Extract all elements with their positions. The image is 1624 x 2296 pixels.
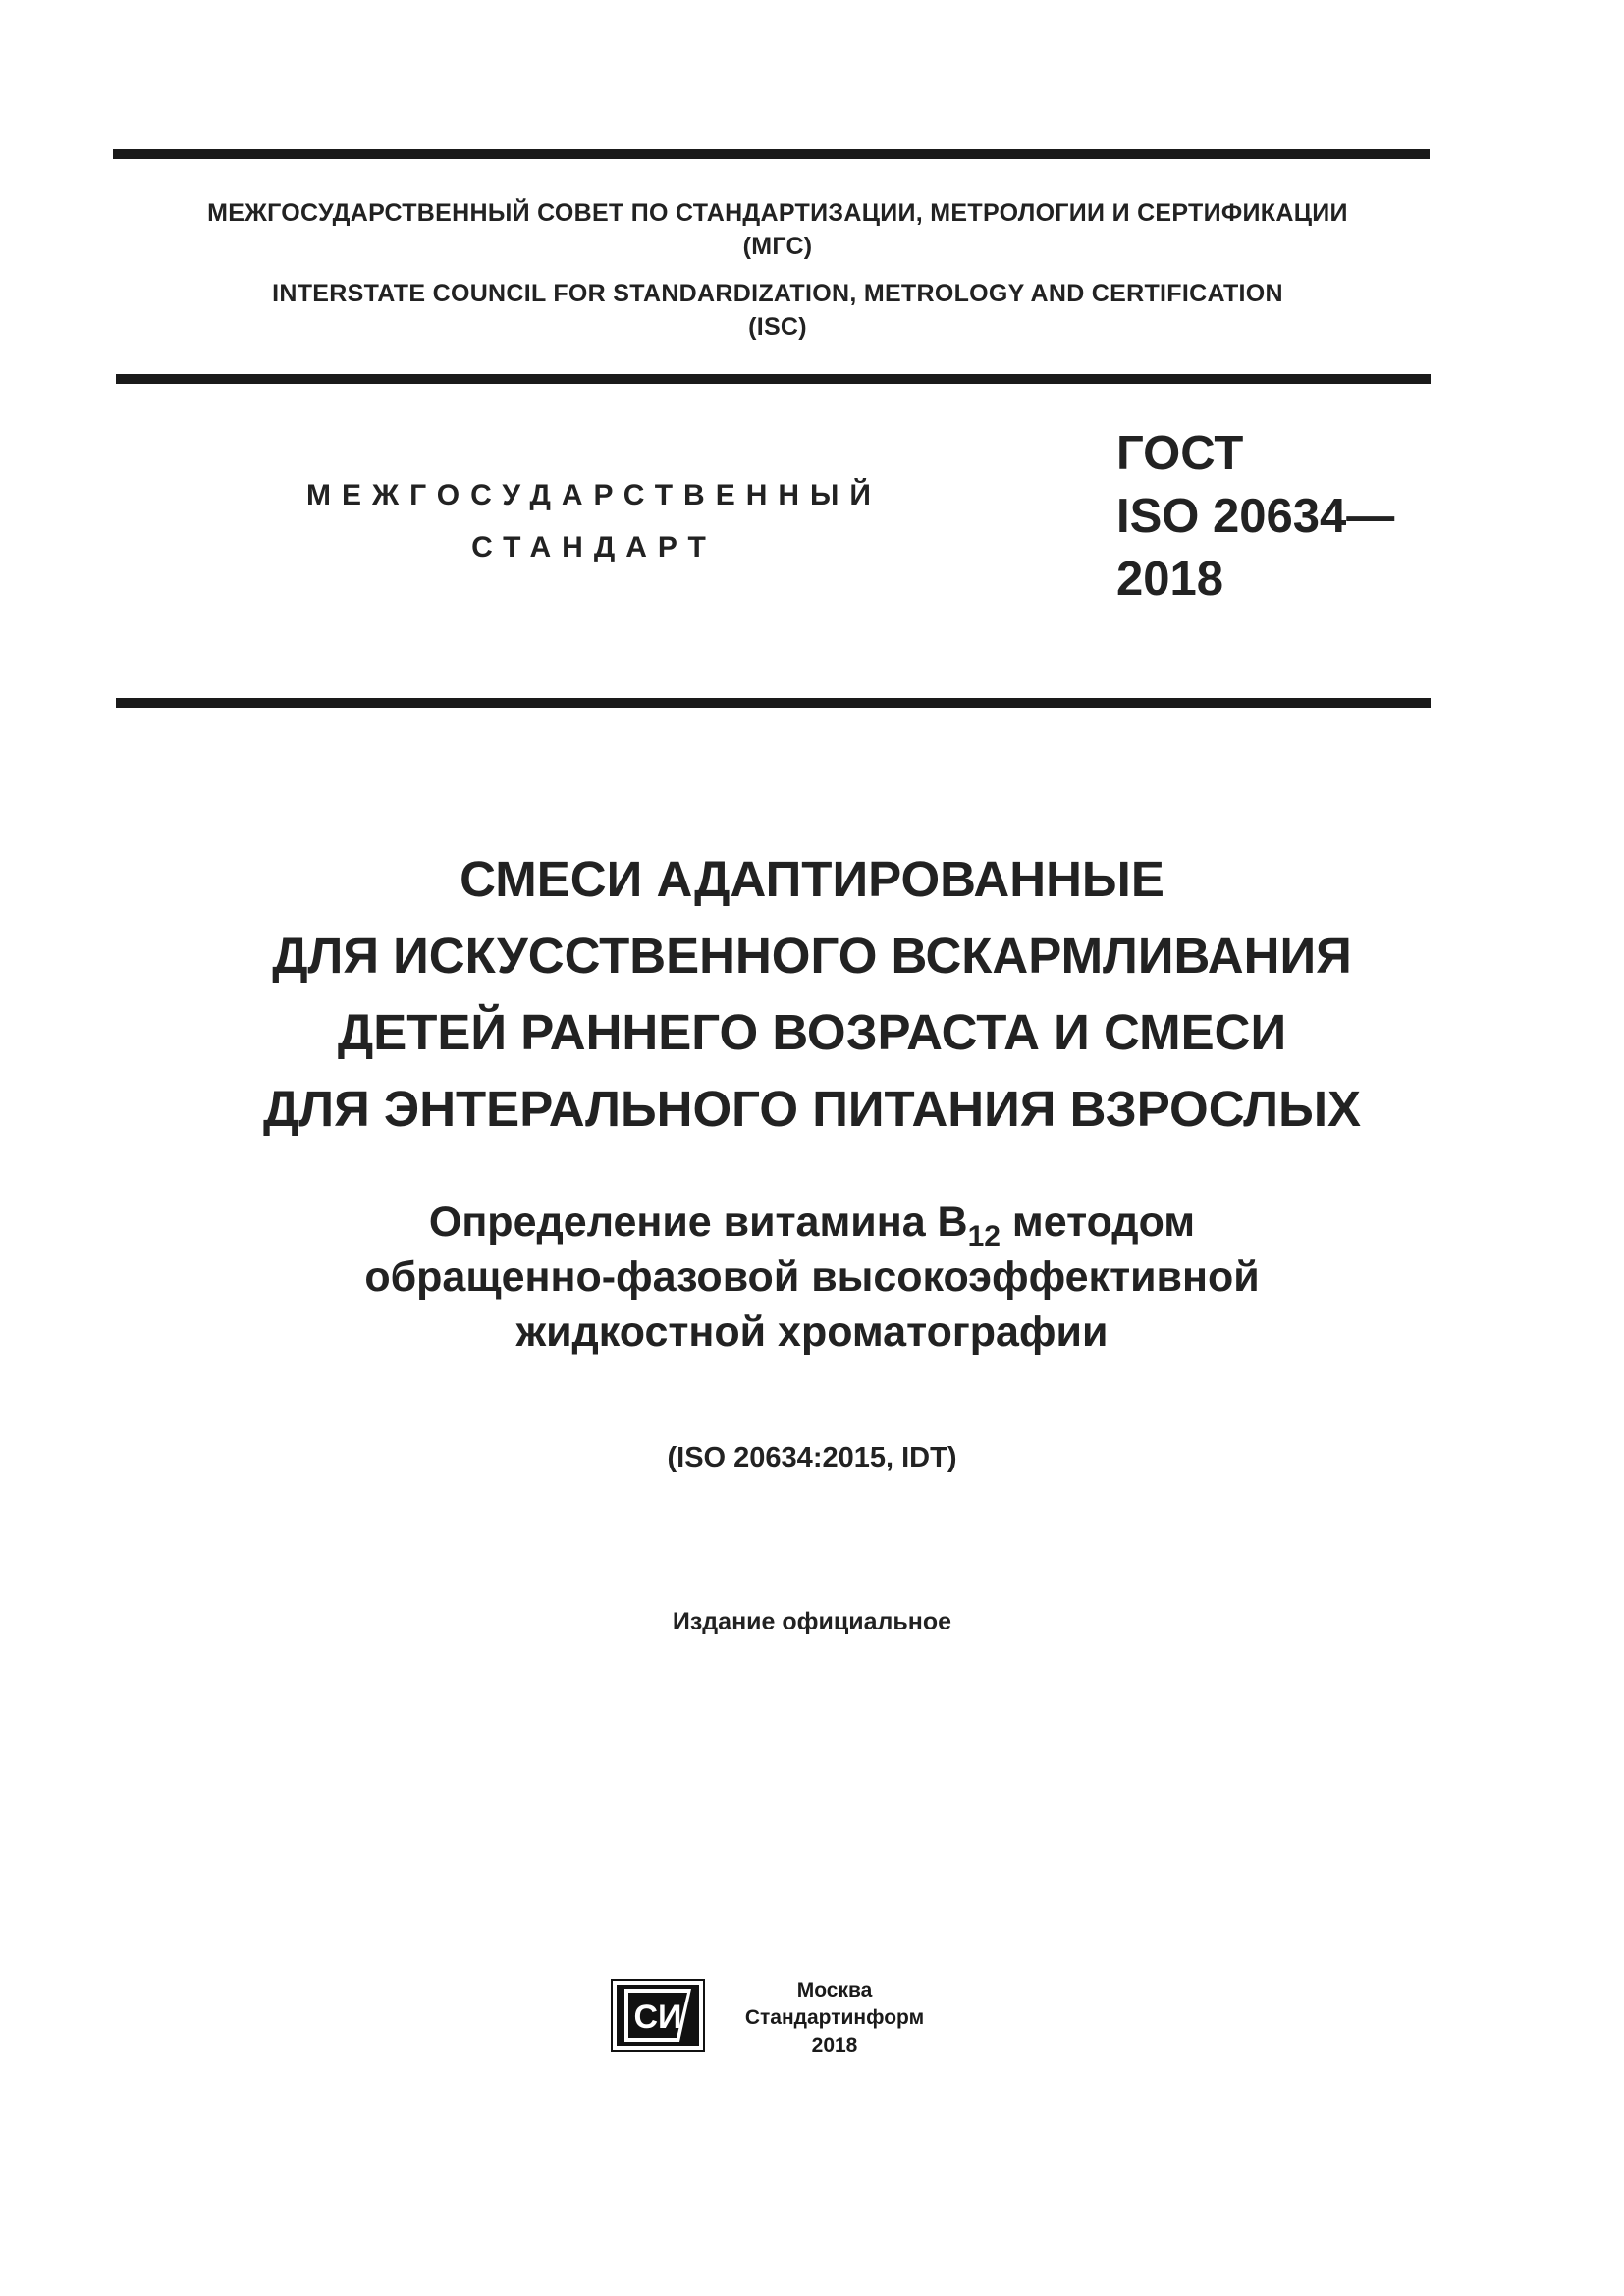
council-en-block: [98, 277, 1457, 344]
standard-kind: [285, 469, 903, 573]
title-line4: ДЛЯ ЭНТЕРАЛЬНОГО ПИТАНИЯ ВЗРОСЛЫХ: [262, 1081, 1362, 1137]
publisher-name: Стандартинформ: [744, 2006, 925, 2029]
top-divider: [113, 149, 1430, 159]
subtitle-subscript: 12: [967, 1220, 1001, 1253]
subtitle-line3: жидкостной хроматографии: [515, 1308, 1109, 1356]
council-ru-name: МЕЖГОСУДАРСТВЕННЫЙ СОВЕТ ПО СТАНДАРТИЗАЦИИ, МЕТРОЛОГИИ И СЕРТИФИКАЦИИ: [207, 199, 1348, 227]
subtitle-line1-text: Определение витамина B: [428, 1199, 968, 1246]
title-line3: ДЕТЕЙ РАННЕГО ВОЗРАСТА И СМЕСИ: [337, 1004, 1287, 1060]
subtitle-line2: обращенно-фазовой высокоэффективной: [364, 1254, 1260, 1301]
standard-designation: [1116, 422, 1394, 611]
subtitle-line1: [118, 1195, 1506, 1253]
designation-divider: [116, 698, 1431, 708]
council-ru-abbr: (МГС): [742, 233, 813, 260]
standard-kind-line1: МЕЖГОСУДАРСТВЕННЫЙ: [306, 479, 882, 511]
designation-line2: ISO 20634—: [1116, 490, 1395, 543]
iso-reference: (ISO 20634:2015, IDT): [667, 1442, 957, 1473]
edition-label: Издание официальное: [672, 1608, 952, 1635]
council-en-abbr: (ISC): [748, 313, 807, 341]
document-title: [98, 841, 1526, 1148]
title-line1: СМЕСИ АДАПТИРОВАННЫЕ: [460, 851, 1164, 907]
council-en-name: INTERSTATE COUNCIL FOR STANDARDIZATION, METROLOGY AND CERTIFICATION: [272, 280, 1283, 307]
publisher-year: 2018: [811, 2034, 858, 2056]
title-line2: ДЛЯ ИСКУССТВЕННОГО ВСКАРМЛИВАНИЯ: [272, 928, 1352, 984]
subtitle-line1-end: методом: [1000, 1199, 1196, 1246]
publisher-city: Москва: [796, 1979, 873, 2002]
designation-line1: ГОСТ: [1116, 427, 1244, 480]
standard-kind-line2: СТАНДАРТ: [471, 531, 717, 563]
document-subtitle: [118, 1195, 1506, 1360]
council-ru-block: [98, 196, 1457, 263]
standartinform-logo-icon: [611, 1979, 705, 2052]
svg-text:СИ: СИ: [633, 1999, 682, 2036]
header-divider: [116, 374, 1431, 384]
publisher-block: [722, 1977, 947, 2059]
designation-line3: 2018: [1116, 553, 1224, 606]
